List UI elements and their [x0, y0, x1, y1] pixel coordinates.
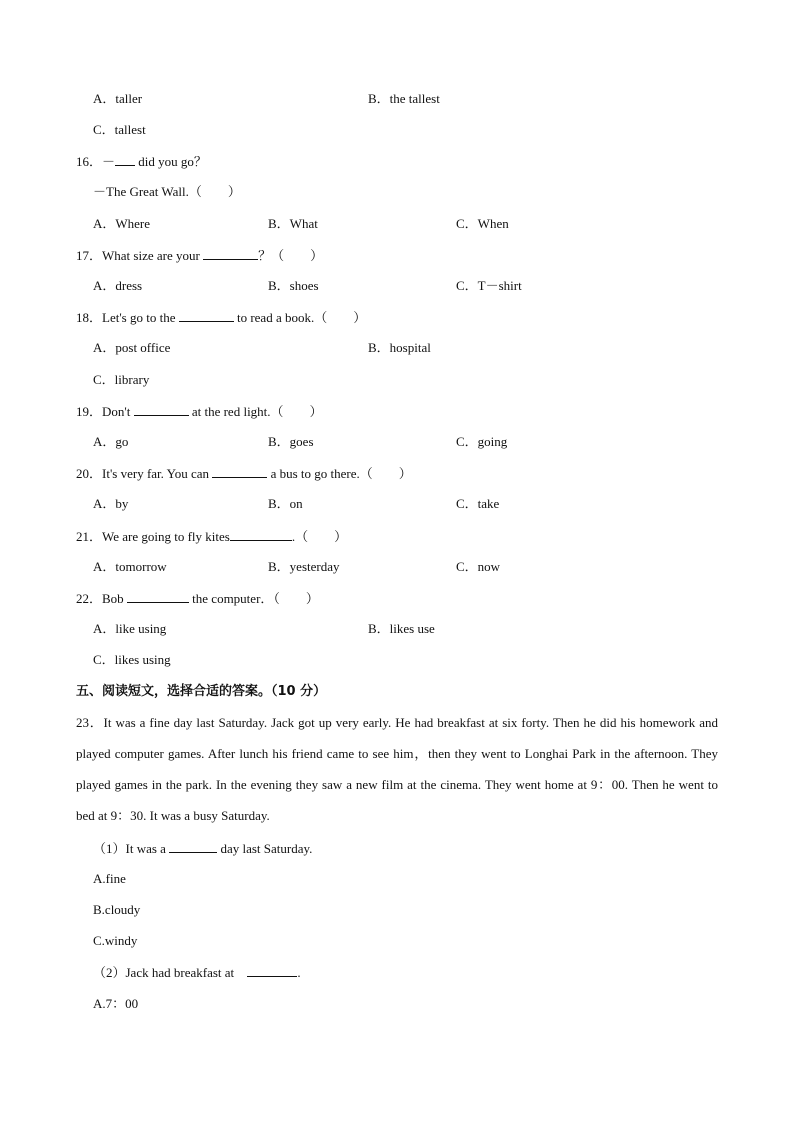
q21-option-c: C．now	[456, 559, 501, 574]
q21-blank	[230, 528, 292, 541]
q18-stem-pre: 18．Let's go to the	[76, 310, 176, 325]
q23-sub2-pre: （2）Jack had breakfast at	[93, 965, 235, 980]
q17-stem	[76, 247, 323, 264]
q23-sub1-pre: （1）It was a	[93, 841, 166, 856]
q17-stem-pre: 17．What size are your	[76, 248, 200, 263]
q23-passage-text: 23．It was a fine day last Saturday. Jack got up very early. He had breakfast at six forty. Then he did his homework and played computer games. After lunch his friend came to see him，then they went to Longhai Park in the afternoon. They played games in the park. In the evening they saw a new film at the cinema. They went home at 9：00. Then he went to bed at 9：30. It was a busy Saturday.	[76, 715, 718, 823]
q21-option-a: A．tomorrow	[93, 559, 167, 574]
q18-blank	[179, 309, 234, 322]
q16-stem-pre: 16．－	[76, 154, 116, 169]
q16-option-b: B．What	[268, 216, 318, 231]
q23-sub1-option-c: C.windy	[93, 933, 138, 948]
q16-blank	[115, 153, 135, 166]
q22-stem-pre: 22．Bob	[76, 591, 124, 606]
q19-stem	[76, 403, 323, 420]
q23-passage	[76, 707, 718, 831]
q16-stem	[76, 153, 207, 170]
q19-stem-post: at the red light.（ ）	[191, 404, 323, 419]
q21-option-b: B．yesterday	[268, 559, 340, 574]
q16-answer-line: －The Great Wall.（ ）	[93, 184, 241, 199]
q17-blank	[203, 247, 258, 260]
q15-option-c: C．tallest	[93, 122, 146, 137]
q19-option-c: C．going	[456, 434, 508, 449]
q18-stem-post: to read a book.（ ）	[236, 310, 367, 325]
q18-option-a: A．post office	[93, 340, 171, 355]
q20-option-c: C．take	[456, 496, 500, 511]
q20-option-b: B．on	[268, 496, 303, 511]
q17-stem-post: ？（ ）	[258, 248, 324, 263]
section-5-heading: 五、阅读短文，选择合适的答案。（10 分）	[76, 684, 327, 699]
q20-stem-post: a bus to go there.（ ）	[270, 466, 412, 481]
q23-sub2-blank	[247, 964, 297, 977]
q22-option-c: C．likes using	[93, 652, 171, 667]
q20-option-a: A．by	[93, 496, 129, 511]
q21-stem	[76, 528, 347, 545]
q18-option-b: B．hospital	[368, 340, 431, 355]
q15-option-a: A．taller	[93, 91, 143, 106]
q19-option-b: B．goes	[268, 434, 314, 449]
q17-option-c: C．T－shirt	[456, 278, 522, 293]
q16-option-a: A．Where	[93, 216, 151, 231]
q23-sub2-stem	[93, 964, 301, 981]
q19-stem-pre: 19．Don't	[76, 404, 131, 419]
q17-option-b: B．shoes	[268, 278, 319, 293]
q22-stem	[76, 590, 319, 607]
q23-sub1-option-b: B.cloudy	[93, 902, 141, 917]
q16-option-c: C．When	[456, 216, 509, 231]
q18-option-c: C．library	[93, 372, 150, 387]
q22-blank	[127, 590, 189, 603]
q23-sub2-option-a: A.7：00	[93, 996, 139, 1011]
q22-option-a: A．like using	[93, 621, 167, 636]
q16-stem-post: did you go？	[138, 154, 207, 169]
q20-stem	[76, 465, 412, 482]
q19-option-a: A．go	[93, 434, 129, 449]
q15-option-b: B．the tallest	[368, 91, 440, 106]
q23-sub1-stem	[93, 840, 312, 857]
q21-stem-post: .（ ）	[291, 529, 348, 544]
q22-stem-post: the computer．（ ）	[192, 591, 319, 606]
q23-sub1-option-a: A.fine	[93, 871, 126, 886]
q21-stem-pre: 21．We are going to fly kites	[76, 529, 230, 544]
q18-stem	[76, 309, 366, 326]
q17-option-a: A．dress	[93, 278, 143, 293]
q23-sub1-blank	[169, 840, 217, 853]
q20-blank	[212, 465, 267, 478]
q20-stem-pre: 20．It's very far. You can	[76, 466, 210, 481]
q23-sub2-post: .	[297, 965, 301, 980]
q23-sub1-post: day last Saturday.	[220, 841, 313, 856]
q19-blank	[134, 403, 189, 416]
q22-option-b: B．likes use	[368, 621, 435, 636]
